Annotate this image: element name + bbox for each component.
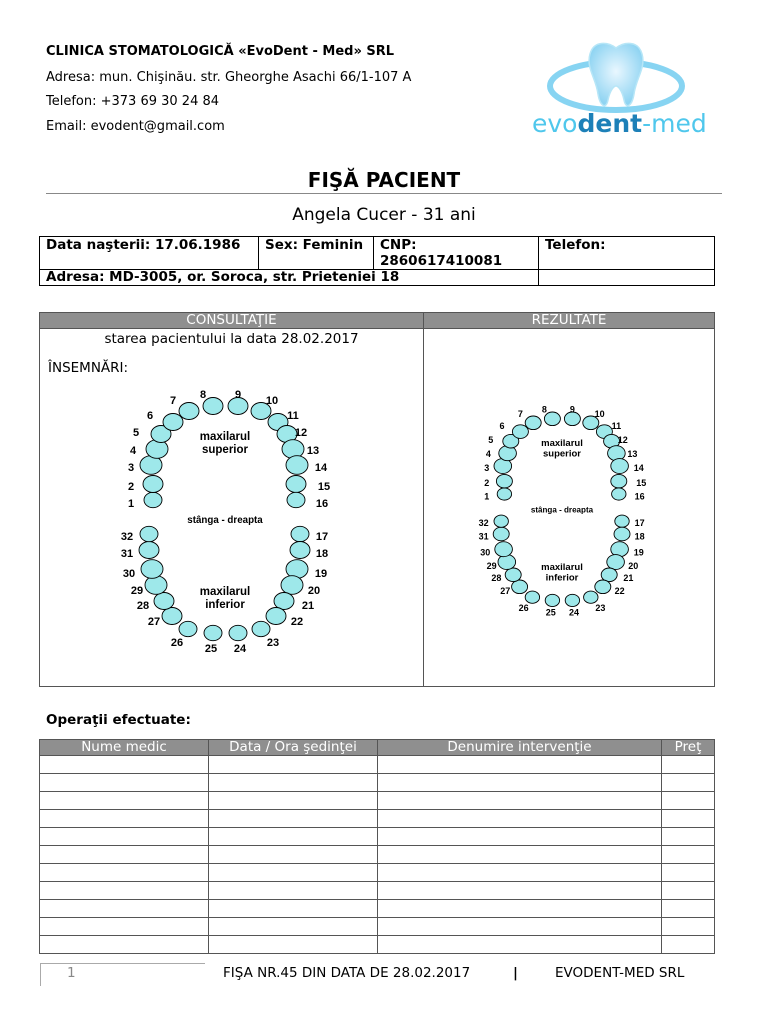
- tooth-number: 15: [636, 477, 647, 488]
- tooth-shape[interactable]: [565, 594, 579, 606]
- lower-jaw-label-1: maxilarul: [199, 586, 251, 598]
- col-price: Preţ: [662, 740, 715, 756]
- operation-cell[interactable]: [662, 882, 715, 900]
- tooth-23[interactable]: [584, 591, 606, 613]
- operation-row: [40, 936, 715, 954]
- tooth-shape[interactable]: [143, 476, 163, 493]
- operation-cell[interactable]: [40, 828, 209, 846]
- tooth-number: 8: [199, 388, 207, 401]
- tooth-1[interactable]: [128, 492, 162, 510]
- operation-cell[interactable]: [40, 756, 209, 774]
- tooth-number: 23: [595, 602, 606, 613]
- tooth-6[interactable]: [499, 421, 528, 438]
- operation-row: [40, 846, 715, 864]
- tooth-number: 3: [484, 462, 490, 473]
- tooth-5[interactable]: [133, 426, 171, 443]
- tooth-shape[interactable]: [525, 591, 539, 603]
- tooth-shape[interactable]: [144, 492, 162, 507]
- operation-cell[interactable]: [378, 792, 662, 810]
- tooth-30[interactable]: [480, 542, 512, 558]
- operation-cell[interactable]: [662, 864, 715, 882]
- sex-cell: Sex: Feminin: [259, 237, 374, 270]
- lower-jaw-label-2: inferior: [205, 599, 245, 611]
- operation-cell[interactable]: [209, 900, 378, 918]
- operation-cell[interactable]: [662, 774, 715, 792]
- operation-row: [40, 810, 715, 828]
- tooth-number: 25: [545, 607, 556, 618]
- tooth-15[interactable]: [286, 476, 330, 493]
- operation-row: [40, 918, 715, 936]
- logo-text-dent: dent: [577, 109, 643, 138]
- tooth-shape[interactable]: [140, 526, 158, 541]
- tooth-number: 24: [568, 607, 580, 618]
- tooth-23[interactable]: [252, 621, 279, 649]
- footer-separator: |: [513, 965, 518, 981]
- operation-cell[interactable]: [662, 936, 715, 954]
- tooth-number: 9: [234, 388, 242, 401]
- tooth-number: 31: [120, 547, 134, 560]
- footer-page-number: 1: [67, 965, 76, 981]
- footer-page-box: [40, 963, 205, 986]
- operation-row: [40, 864, 715, 882]
- tooth-27[interactable]: [500, 580, 527, 596]
- operation-cell[interactable]: [662, 828, 715, 846]
- tooth-number: 4: [129, 444, 137, 457]
- tooth-22[interactable]: [595, 580, 625, 596]
- tooth-number: 4: [485, 449, 491, 460]
- tooth-number: 22: [290, 615, 304, 628]
- cnp-value: 2860617410081: [380, 253, 503, 269]
- tooth-number: 18: [634, 531, 645, 542]
- col-intervention: Denumire intervenţie: [378, 740, 662, 756]
- tooth-number: 27: [147, 615, 161, 628]
- side-label: stânga - dreapta: [530, 505, 594, 515]
- tooth-shape[interactable]: [229, 625, 247, 640]
- operation-row: [40, 828, 715, 846]
- operation-cell[interactable]: [40, 774, 209, 792]
- tooth-24[interactable]: [565, 594, 579, 617]
- tooth-shape[interactable]: [141, 560, 163, 579]
- tooth-shape[interactable]: [287, 492, 305, 507]
- operation-cell[interactable]: [40, 936, 209, 954]
- tooth-27[interactable]: [148, 608, 182, 628]
- operation-cell[interactable]: [40, 918, 209, 936]
- tooth-14[interactable]: [611, 459, 644, 474]
- consult-header: CONSULTAŢIE: [40, 313, 424, 329]
- tooth-number: 5: [132, 426, 140, 439]
- evodent-logo: [528, 36, 707, 142]
- tooth-6[interactable]: [147, 410, 183, 431]
- tooth-13[interactable]: [608, 446, 638, 461]
- tooth-number: 12: [294, 426, 308, 439]
- tooth-shape[interactable]: [611, 459, 629, 474]
- tooth-2[interactable]: [128, 476, 163, 493]
- side-label: stânga - dreapta: [187, 515, 263, 526]
- operation-cell[interactable]: [209, 864, 378, 882]
- operation-cell[interactable]: [40, 810, 209, 828]
- tooth-number: 2: [127, 480, 135, 493]
- title-divider: [46, 193, 722, 194]
- tooth-number: 13: [306, 444, 320, 457]
- tooth-number: 19: [314, 567, 328, 580]
- operation-cell[interactable]: [209, 846, 378, 864]
- tooth-18[interactable]: [614, 527, 645, 541]
- upper-jaw-label-2: superior: [542, 448, 582, 460]
- tooth-number: 24: [233, 642, 247, 655]
- tooth-1[interactable]: [484, 488, 511, 502]
- tooth-number: 30: [480, 547, 491, 558]
- tooth-number: 32: [478, 517, 489, 528]
- tooth-15[interactable]: [611, 474, 646, 488]
- tooth-25[interactable]: [545, 594, 559, 617]
- tooth-number: 14: [314, 461, 328, 474]
- clinic-email: Email: evodent@gmail.com: [46, 119, 225, 134]
- tooth-number: 2: [484, 477, 490, 488]
- tooth-shape[interactable]: [291, 526, 309, 541]
- tooth-number: 28: [491, 573, 502, 584]
- operation-cell[interactable]: [40, 846, 209, 864]
- patient-info-table: [39, 236, 715, 286]
- tooth-16[interactable]: [612, 488, 645, 502]
- tooth-shape[interactable]: [497, 488, 511, 500]
- operation-row: [40, 882, 715, 900]
- col-doctor-name: Nume medic: [40, 740, 209, 756]
- operation-cell[interactable]: [662, 792, 715, 810]
- tooth-number: 7: [517, 409, 523, 420]
- operation-row: [40, 774, 715, 792]
- tooth-shape[interactable]: [498, 555, 516, 570]
- tooth-number: 3: [127, 461, 135, 474]
- operations-table: [39, 739, 715, 954]
- tooth-shape[interactable]: [286, 456, 308, 475]
- operation-cell[interactable]: [40, 864, 209, 882]
- tooth-26[interactable]: [519, 591, 540, 613]
- upper-jaw-label-1: maxilarul: [541, 438, 583, 449]
- upper-jaw-label-2: superior: [201, 444, 249, 456]
- birth-date-cell: Data naşterii: 17.06.1986: [40, 237, 259, 270]
- tooth-number: 10: [265, 394, 279, 407]
- tooth-22[interactable]: [266, 608, 303, 628]
- operation-cell[interactable]: [662, 900, 715, 918]
- operation-cell[interactable]: [378, 864, 662, 882]
- footer-sheet-info: FIŞA NR.45 DIN DATA DE 28.02.2017: [223, 965, 471, 981]
- tooth-shape[interactable]: [163, 414, 183, 431]
- tooth-logo-icon: [528, 36, 707, 142]
- tooth-30[interactable]: [123, 560, 163, 580]
- operation-cell[interactable]: [378, 846, 662, 864]
- tooth-shape[interactable]: [281, 576, 303, 595]
- operation-cell[interactable]: [40, 900, 209, 918]
- operation-cell[interactable]: [209, 882, 378, 900]
- clinic-address: Adresa: mun. Chişinău. str. Gheorghe Asachi 66/1-107 A: [46, 70, 412, 85]
- operation-cell[interactable]: [378, 756, 662, 774]
- patient-name-age: Angela Cucer - 31 ani: [292, 205, 476, 225]
- operation-cell[interactable]: [378, 918, 662, 936]
- tooth-number: 28: [136, 599, 150, 612]
- tooth-14[interactable]: [286, 456, 328, 475]
- tooth-shape[interactable]: [146, 440, 168, 459]
- tooth-number: 10: [594, 409, 605, 420]
- svg-text:evodent-med: [532, 109, 707, 138]
- tooth-number: 9: [569, 404, 575, 415]
- tooth-number: 13: [627, 449, 638, 460]
- tooth-number: 1: [484, 491, 490, 502]
- tooth-shape[interactable]: [584, 591, 598, 603]
- tooth-16[interactable]: [287, 492, 328, 510]
- tooth-shape[interactable]: [525, 416, 541, 430]
- tooth-number: 31: [478, 531, 489, 542]
- tooth-shape[interactable]: [162, 608, 182, 625]
- operation-cell[interactable]: [209, 936, 378, 954]
- operation-cell[interactable]: [662, 918, 715, 936]
- tooth-number: 6: [146, 409, 154, 422]
- tooth-shape[interactable]: [496, 474, 512, 488]
- tooth-number: 25: [204, 642, 218, 655]
- tooth-number: 16: [634, 491, 645, 502]
- logo-text-med: -med: [642, 109, 707, 138]
- lower-jaw-label-2: inferior: [545, 572, 579, 584]
- cnp-label: CNP:: [380, 237, 417, 253]
- tooth-8[interactable]: [200, 389, 223, 415]
- operation-cell[interactable]: [209, 756, 378, 774]
- operation-cell[interactable]: [209, 774, 378, 792]
- operation-cell[interactable]: [209, 828, 378, 846]
- tooth-32[interactable]: [479, 515, 509, 528]
- tooth-shape[interactable]: [252, 621, 270, 636]
- tooth-shape[interactable]: [290, 542, 310, 559]
- tooth-shape[interactable]: [595, 580, 611, 594]
- tooth-26[interactable]: [171, 621, 197, 649]
- tooth-13[interactable]: [282, 440, 319, 459]
- tooth-number: 11: [287, 409, 299, 422]
- tooth-shape[interactable]: [612, 488, 626, 500]
- tooth-29[interactable]: [487, 555, 516, 572]
- operation-cell[interactable]: [378, 774, 662, 792]
- clinic-phone: Telefon: +373 69 30 24 84: [46, 94, 220, 109]
- tooth-shape[interactable]: [139, 542, 159, 559]
- tooth-32[interactable]: [121, 526, 158, 543]
- tooth-shape[interactable]: [282, 440, 304, 459]
- tooth-number: 23: [266, 636, 280, 649]
- tooth-number: 7: [169, 394, 177, 407]
- operation-cell[interactable]: [378, 828, 662, 846]
- phone-cell: Telefon:: [539, 237, 715, 270]
- tooth-shape[interactable]: [614, 527, 630, 541]
- page-title: FIŞĂ PACIENT: [307, 168, 461, 192]
- tooth-number: 32: [120, 530, 134, 543]
- tooth-shape[interactable]: [154, 593, 174, 610]
- tooth-number: 14: [633, 462, 644, 473]
- tooth-shape[interactable]: [512, 580, 528, 594]
- tooth-number: 5: [488, 434, 494, 445]
- tooth-shape[interactable]: [505, 568, 521, 582]
- operation-cell[interactable]: [378, 900, 662, 918]
- tooth-31[interactable]: [121, 542, 159, 560]
- operations-heading: Operaţii efectuate:: [46, 712, 191, 728]
- teeth-chart-large: [110, 380, 340, 656]
- tooth-number: 8: [541, 404, 547, 415]
- tooth-number: 17: [634, 517, 645, 528]
- tooth-number: 12: [617, 434, 628, 445]
- tooth-shape[interactable]: [274, 593, 294, 610]
- tooth-number: 19: [633, 547, 644, 558]
- operation-cell[interactable]: [209, 792, 378, 810]
- tooth-number: 16: [315, 497, 329, 510]
- operation-cell[interactable]: [662, 756, 715, 774]
- operation-cell[interactable]: [209, 918, 378, 936]
- operation-row: [40, 756, 715, 774]
- tooth-31[interactable]: [479, 527, 510, 541]
- operation-cell[interactable]: [662, 846, 715, 864]
- tooth-number: 27: [500, 585, 511, 596]
- tooth-number: 15: [317, 480, 331, 493]
- tooth-number: 17: [315, 530, 329, 543]
- notes-label: ÎNSEMNĂRI:: [48, 360, 129, 376]
- tooth-shape[interactable]: [286, 476, 306, 493]
- tooth-number: 29: [130, 584, 144, 597]
- tooth-shape[interactable]: [179, 621, 197, 636]
- tooth-17[interactable]: [615, 515, 645, 528]
- teeth-chart-small: [470, 398, 650, 628]
- tooth-shape[interactable]: [608, 446, 626, 461]
- tooth-shape[interactable]: [494, 515, 508, 527]
- tooth-18[interactable]: [290, 542, 328, 560]
- tooth-shape[interactable]: [601, 568, 617, 582]
- tooth-9[interactable]: [228, 389, 248, 415]
- operation-cell[interactable]: [662, 810, 715, 828]
- tooth-number: 22: [614, 585, 625, 596]
- tooth-number: 20: [307, 584, 321, 597]
- address-empty-cell: [539, 270, 715, 286]
- operation-cell[interactable]: [209, 810, 378, 828]
- tooth-number: 21: [301, 599, 315, 612]
- tooth-9[interactable]: [564, 404, 580, 425]
- tooth-number: 21: [623, 573, 634, 584]
- operation-cell[interactable]: [378, 882, 662, 900]
- tooth-shape[interactable]: [545, 594, 559, 606]
- tooth-shape[interactable]: [179, 403, 199, 420]
- operation-row: [40, 900, 715, 918]
- tooth-number: 1: [127, 497, 135, 510]
- tooth-shape[interactable]: [204, 625, 222, 640]
- clinic-name: CLINICA STOMATOLOGICĂ «EvoDent - Med» SRL: [46, 44, 395, 59]
- patient-state-text: starea pacientului la data 28.02.2017: [104, 331, 359, 347]
- logo-text-evo: evo: [532, 109, 578, 138]
- operation-cell[interactable]: [40, 792, 209, 810]
- tooth-17[interactable]: [291, 526, 328, 543]
- tooth-24[interactable]: [229, 625, 247, 655]
- tooth-shape[interactable]: [266, 608, 286, 625]
- tooth-number: 30: [122, 567, 136, 580]
- tooth-8[interactable]: [542, 404, 561, 425]
- footer-company: EVODENT-MED SRL: [555, 965, 685, 981]
- tooth-shape[interactable]: [611, 474, 627, 488]
- tooth-number: 11: [611, 421, 622, 432]
- lower-jaw-label-1: maxilarul: [541, 562, 583, 573]
- results-header: REZULTATE: [424, 313, 715, 329]
- tooth-number: 26: [518, 602, 529, 613]
- cnp-cell: [374, 237, 539, 270]
- operation-cell[interactable]: [378, 936, 662, 954]
- tooth-shape[interactable]: [493, 527, 509, 541]
- tooth-shape[interactable]: [615, 515, 629, 527]
- tooth-shape[interactable]: [512, 425, 528, 439]
- tooth-number: 26: [170, 636, 184, 649]
- tooth-number: 20: [628, 561, 639, 572]
- operation-cell[interactable]: [40, 882, 209, 900]
- tooth-number: 6: [499, 421, 505, 432]
- tooth-number: 18: [315, 547, 329, 560]
- operation-cell[interactable]: [378, 810, 662, 828]
- tooth-shape[interactable]: [495, 542, 513, 557]
- address-cell: Adresa: MD-3005, or. Soroca, str. Prieteniei 18: [40, 270, 539, 286]
- tooth-2[interactable]: [484, 474, 512, 488]
- tooth-25[interactable]: [204, 625, 222, 655]
- tooth-shape[interactable]: [145, 576, 167, 595]
- col-session-date: Data / Ora şedinţei: [209, 740, 378, 756]
- tooth-shape[interactable]: [607, 555, 625, 570]
- upper-jaw-label-1: maxilarul: [199, 431, 251, 443]
- tooth-number: 29: [486, 561, 497, 572]
- operation-row: [40, 792, 715, 810]
